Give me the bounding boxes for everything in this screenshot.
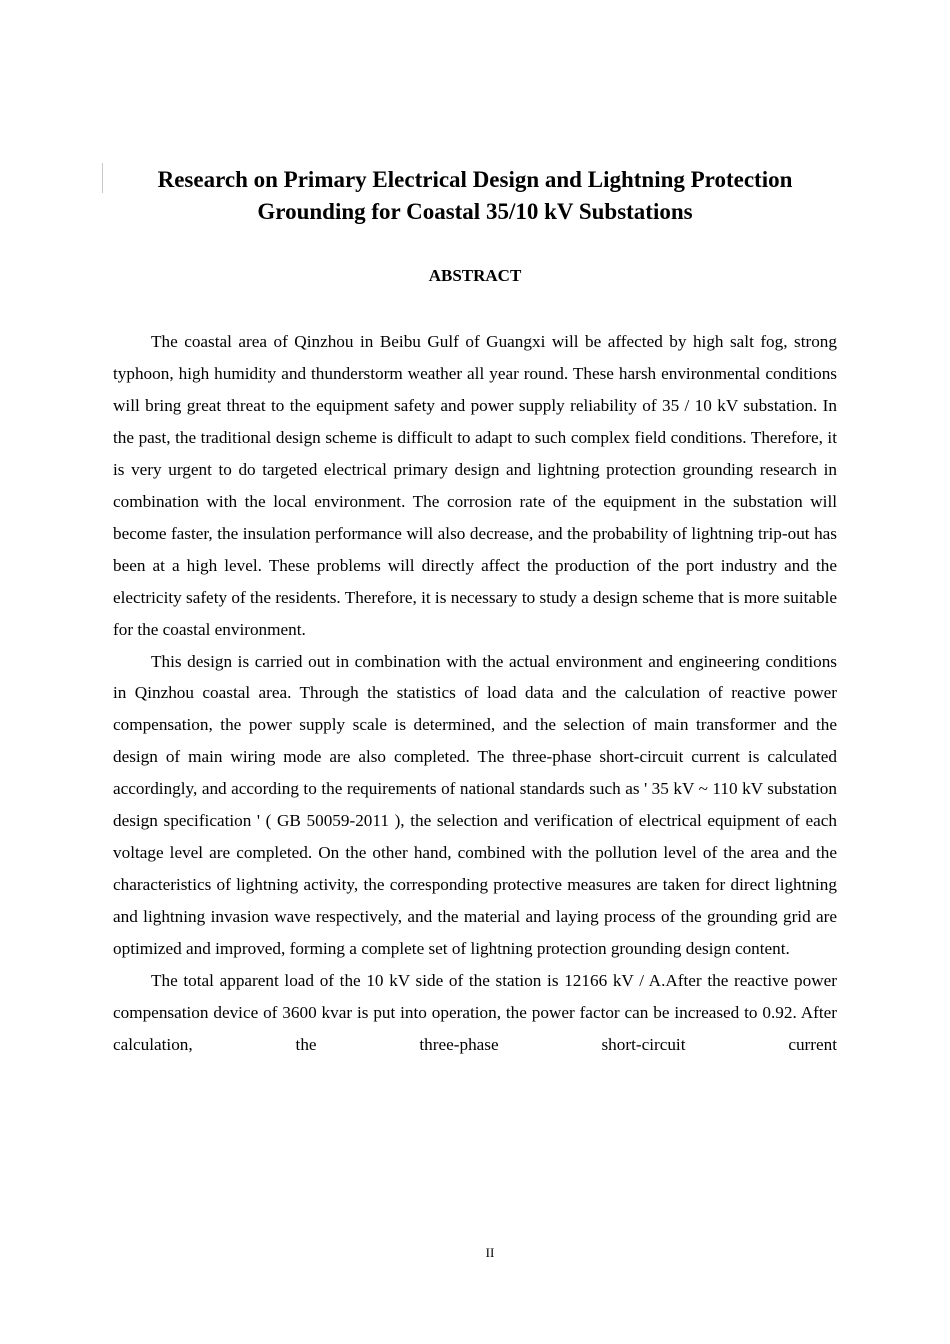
title-line-2: Grounding for Coastal 35/10 kV Substations (257, 199, 693, 224)
abstract-heading: ABSTRACT (428, 266, 522, 285)
margin-mark (102, 163, 103, 193)
abstract-body (113, 326, 837, 1061)
paper-title (113, 164, 837, 228)
page-number: II (485, 1245, 495, 1260)
abstract-paragraph-1: The coastal area of Qinzhou in Beibu Gulf of Guangxi will be affected by high salt fog, strong typhoon, high humidity and thunderstorm weather all year round. These harsh environmental conditions will bring great threat to the equipment safety and power supply reliability of 35 / 10 kV substation. In the past, the traditional design scheme is difficult to adapt to such complex field conditions. Therefore, it is very urgent to do targeted electrical primary design and lightning protection grounding research in combination with the local environment. The corrosion rate of the equipment in the substation will become faster, the insulation performance will also decrease, and the probability of lightning trip-out has been at a high level. These problems will directly affect the production of the port industry and the electricity safety of the residents. Therefore, it is necessary to study a design scheme that is more suitable for the coastal environment. (113, 332, 837, 639)
abstract-paragraph-2: This design is carried out in combination with the actual environment and engineering conditions in Qinzhou coastal area. Through the statistics of load data and the calculation of reactive power compensation, the power supply scale is determined, and the selection of main transformer and the design of main wiring mode are also completed. The three-phase short-circuit current is calculated accordingly, and according to the requirements of national standards such as ' 35 kV ~ 110 kV substation design specification ' ( GB 50059-2011 ), the selection and verification of electrical equipment of each voltage level are completed. On the other hand, combined with the pollution level of the area and the characteristics of lightning activity, the corresponding protective measures are taken for direct lightning and lightning invasion wave respectively, and the material and laying process of the grounding grid are optimized and improved, forming a complete set of lightning protection grounding design content. (113, 651, 837, 959)
abstract-paragraph-3: The total apparent load of the 10 kV side of the station is 12166 kV / A.After the reactive power compensation device of 3600 kvar is put into operation, the power factor can be increased to 0.92. After calculation, the three-phase short-circuit current (113, 971, 837, 1054)
title-line-1: Research on Primary Electrical Design and Lightning Protection (157, 167, 793, 192)
